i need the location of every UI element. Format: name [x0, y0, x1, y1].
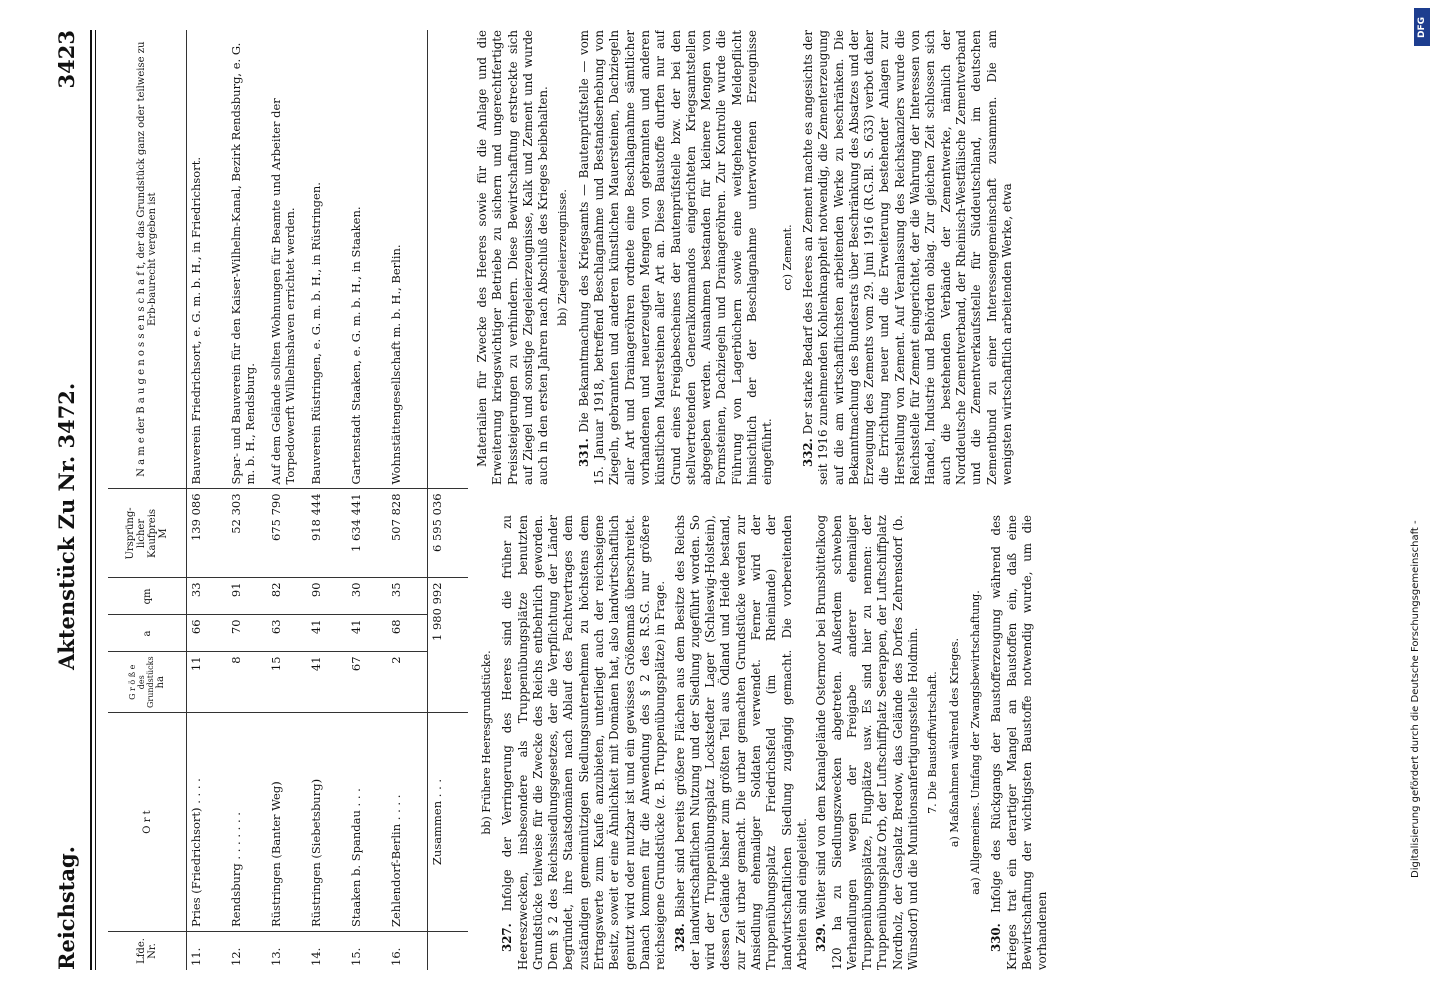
- dfg-logo-text: DFG: [1417, 16, 1427, 38]
- row-qm: 33: [187, 578, 228, 615]
- page-number: 3423: [54, 30, 79, 89]
- row-ort: Staaken b. Spandau . . .: [347, 713, 387, 932]
- row-a: 68: [387, 615, 428, 652]
- table-row: [187, 30, 228, 970]
- paragraph-text: Infolge des Rückgangs der Baustofferzeugung während des Krieges trat ein derartiger Mangel an Baustoffen ein, daß eine Bewirtschaftung der wichtigsten Baustoffe notwendig wurde, um die vorhandenen: [989, 515, 1050, 970]
- paragraph-text: Weiter sind von dem Kanalgelände Ostermoor bei Brunsbüttelkoog 120 ha zu Siedlungszwecken abgetreten. Außerdem schweben Verhandlungen wegen der Freigabe anderer ehemaliger Truppenübungsplätze, Flugplätze usw. Es sind hier zu nennen: der Truppenübungsplatz Orb, der Luftschiffplatz Seerappen, der Luftschiffplatz Nordholz, der Gasplatz Bredow, das Gelände des Dorfes Zehrensdorf (b. Wünsdorf) und die Munitionsanfertigungsstelle Holdmin.: [814, 515, 921, 970]
- row-qm: 82: [267, 578, 307, 615]
- sum-row: [428, 30, 469, 970]
- paragraph-text: Materialien für Zwecke des Heeres sowie für die Anlage und die Erweiterung kriegswichtiger Betriebe zu sichern und ungerechtfertigte Preissteigerungen zu verhindern. Diese Bewirtschaftung erstreckte sich auf Ziegel und sonstige Ziegeleierzeugnisse, Kalk und Zement und wurde auch in den ersten Jahren nach Abschluß des Krieges beibehalten.: [475, 30, 551, 485]
- paragraph: [577, 30, 776, 485]
- col-header-ha: [108, 652, 187, 713]
- row-ha: 8: [227, 652, 267, 713]
- row-kaufpreis: 1 634 441: [347, 489, 387, 578]
- sum-spacer: [428, 932, 469, 971]
- row-ha: 41: [307, 652, 347, 713]
- paragraph-number: 328.: [672, 923, 687, 952]
- section-heading: a) Maßnahmen während des Krieges.: [947, 637, 961, 848]
- row-genossenschaft: Bauverein Rüstringen, e. G. m. b. H., in Rüstringen.: [307, 30, 347, 489]
- paragraph-number: 329.: [814, 923, 829, 952]
- sum-label: Zusammen . . .: [428, 713, 469, 932]
- right-column: [475, 30, 1390, 485]
- left-column: [475, 515, 1390, 970]
- section-heading: bb) Ziegeleierzeugnisse.: [556, 189, 570, 326]
- row-a: 70: [227, 615, 267, 652]
- row-nr: 12.: [229, 947, 243, 966]
- ha-label: ha: [155, 676, 166, 689]
- row-genossenschaft: Wohnstättengesellschaft m. b. H., Berlin.: [387, 30, 428, 489]
- row-genossenschaft: Auf dem Gelände sollten Wohnungen für Beamte und Arbeiter der Torpedowerft Wilhelmshaven errichtet werden.: [267, 30, 307, 489]
- col-header-name: N a m e der B a u g e n o s s e n s c h a f t, der das Grundstück ganz oder teilweise zu Erb-baurecht vergeben ist: [108, 30, 187, 489]
- table-row: [267, 30, 307, 970]
- row-kaufpreis: 675 790: [267, 489, 307, 578]
- row-nr: 16.: [389, 947, 403, 966]
- paragraph-number: 332.: [800, 438, 815, 467]
- row-a: 63: [267, 615, 307, 652]
- paragraph: [989, 515, 1050, 970]
- row-a: 66: [187, 615, 228, 652]
- header-title: Aktenstück Zu Nr. 3472.: [54, 382, 79, 670]
- row-a: 41: [307, 615, 347, 652]
- kaufpreis-label: Ursprüng-licher Kaufpreis: [125, 507, 158, 560]
- row-ha: 15: [267, 652, 307, 713]
- row-genossenschaft: Bauverein Friedrichsort, e. G. m. b. H., in Friedrichsort.: [187, 30, 228, 489]
- kaufpreis-unit: M: [158, 528, 169, 539]
- page-header: [50, 30, 86, 970]
- paragraph: [500, 515, 668, 970]
- row-qm: 91: [227, 578, 267, 615]
- paragraph-number: 327.: [500, 923, 515, 952]
- col-header-lfd: Lfde. Nr.: [108, 932, 187, 971]
- paragraph-number: 330.: [989, 923, 1004, 952]
- row-nr: 13.: [269, 947, 283, 966]
- sum-area: 1 980 992: [428, 578, 469, 713]
- paragraph-text: Der starke Bedarf des Heeres an Zement machte es angesichts der seit 1916 zunehmenden Kohlenknappheit notwendig, die Zementerzeugung auf die am wirtschaftlichsten arbeitenden Werke zu beschränken. Die Bekanntmachung des Bundesrats über Beschränkung des Absatzes und der Erzeugung des Zements vom 29. Juni 1916 (R.G.Bl. S. 633) verbot daher die Errichtung neuer und die Erweiterung bestehender Anlagen zur Herstellung von Zement. Auf Veranlassung des Reichskanzlers wurde die Reichsstelle für Zement eingerichtet, der die Wahrung der Interessen von Handel, Industrie und Behörden oblag. Zur gleichen Zeit schlossen sich auch die bestehenden Verbände der Zementwerke, nämlich der Norddeutsche Zementverband, der Rheinisch-Westfälische Zementverband und die Zementverkaufsstelle für Süddeutschland, im deutschen Zementbund zu einer Interessengemeinschaft zusammen. Die am wenigsten wirtschaftlich arbeitenden Werke, etwa: [800, 30, 1014, 485]
- header-rule-thin: [95, 30, 96, 970]
- row-genossenschaft: Gartenstadt Staaken, e. G. m. b. H., in Staaken.: [347, 30, 387, 489]
- col-header-ort: O r t: [108, 713, 187, 932]
- paragraph: [801, 30, 1015, 485]
- table-row: [307, 30, 347, 970]
- table-body: [187, 30, 469, 970]
- row-a: 41: [347, 615, 387, 652]
- table-row: [387, 30, 428, 970]
- row-kaufpreis: 507 828: [387, 489, 428, 578]
- row-ort: Rüstringen (Banter Weg): [267, 713, 307, 932]
- dfg-logo: [1414, 8, 1430, 46]
- section-heading: bb) Frühere Heeresgrundstücke.: [480, 650, 493, 835]
- paragraph: [673, 515, 811, 970]
- col-header-qm: qm: [108, 578, 187, 615]
- header-rule: [90, 30, 92, 970]
- sum-kaufpreis: 6 595 036: [428, 489, 469, 578]
- paragraph-text: Bisher sind bereits größere Flächen aus dem Besitze des Reichs der landwirtschaftlichen Nutzung und der Siedlung zugeführt worden. So wird der Truppenübungsplatz Lockstedter Lager (Schleswig-Holstein), dessen Gelände bisher zum größten Teil aus Ödland und Heide bestand, zur Zeit urbar gemacht. Die urbar gemachten Grundstücke werden zur Ansiedlung ehemaliger Soldaten verwendet. Ferner wird der Truppenübungsplatz Friedrichsfeld (im Rheinlande) der landwirtschaftlichen Siedlung zugängig gemacht. Die vorbereitenden Arbeiten sind eingeleitet.: [672, 515, 809, 970]
- row-ort: Rüstringen (Siebetsburg): [307, 713, 347, 932]
- paragraph: [814, 515, 921, 970]
- row-genossenschaft: Spar- und Bauverein für den Kaiser-Wilhelm-Kanal, Bezirk Rendsburg, e. G. m. b. H., Rendsburg.: [227, 30, 267, 489]
- col-header-a: a: [108, 615, 187, 652]
- section-heading: 7. Die Baustoffwirtschaft.: [926, 671, 940, 814]
- paragraph-text: Die Bekanntmachung des Kriegsamts — Bautenprüfstelle — vom 15. Januar 1918, betreffend Beschlagnahme und Bestandserhebung von Ziegeln, gebrannten und anderen künstlichen Mauersteinen, Dachziegeln aller Art und Drainageröhren ordnete eine Beschlagnahme sämtlicher vorhandenen und neuerzeugten Mengen von gebrannten und anderen künstlichen Mauersteinen aller Art an. Diese Baustoffe durften nur auf Grund eines Freigabescheines der Bautenprüfstelle bzw. der bei den stellvertretenden Generalkommandos eingerichteten Kriegsamtstellen abgegeben werden. Ausnahmen bestanden für kleinere Mengen von Formsteinen, Dachziegeln und Drainageröhren. Zur Kontrolle wurde die Führung von Lagerbüchern sowie eine weitgehende Meldepflicht hinsichtlich der der Beschlagnahme unterworfenen Erzeugnisse eingeführt.: [576, 30, 775, 485]
- text-columns: [475, 30, 1390, 970]
- section-heading: aa) Allgemeines. Umfang der Zwangsbewirtschaftung.: [968, 590, 982, 895]
- rotated-page-content: [50, 30, 1395, 970]
- paragraph-text: Infolge der Verringerung des Heeres sind die früher zu Heereszwecken, insbesondere als Truppenübungsplätze benutzten Grundstücke teilweise für die Zwecke des Reichs entbehrlich geworden. Dem § 2 des Reichssiedlungsgesetzes, der die Verpflichtung der Länder begründet, ihre Staatsdomänen nach Ablauf des Pachtvertrages dem zuständigen gemeinnützigen Siedlungsunternehmen zu höchstens dem Ertragswerte zum Kaufe anzubieten, unterliegt auch der reichseigene Besitz, soweit er eine Ähnlichkeit mit Domänen hat, also landwirtschaftlich genutzt wird oder nutzbar ist und ein gewisses Größenmaß überschreitet. Danach kommen für die Anwendung des § 2 des R.S.G. nur größere reichseigene Grundstücke (z. B. Truppenübungsplätze) in Frage.: [500, 515, 668, 970]
- land-table: [108, 30, 468, 970]
- row-kaufpreis: 918 444: [307, 489, 347, 578]
- row-ha: 67: [347, 652, 387, 713]
- row-nr: 15.: [349, 947, 363, 966]
- row-kaufpreis: 139 086: [187, 489, 228, 578]
- section-heading: cc) Zement.: [780, 224, 794, 291]
- row-kaufpreis: 52 303: [227, 489, 267, 578]
- paragraph: [475, 30, 551, 485]
- row-ha: 11: [187, 652, 228, 713]
- row-qm: 90: [307, 578, 347, 615]
- paragraph-number: 331.: [576, 438, 591, 467]
- digitization-note-text: Digitalisierung gefördert durch die Deutsche Forschungsgemeinschaft -: [1410, 520, 1421, 878]
- header-left: Reichstag.: [54, 846, 79, 970]
- row-nr: 11.: [189, 947, 203, 966]
- row-ort: Rendsburg . . . . . . .: [227, 713, 267, 932]
- row-ort: Pries (Friedrichsort) . . . .: [187, 713, 228, 932]
- table-row: [347, 30, 387, 970]
- sum-empty: [428, 30, 469, 489]
- col-header-kaufpreis: [108, 489, 187, 578]
- groesse-label: G r ö ß e des Grundstücks: [128, 656, 155, 708]
- row-ha: 2: [387, 652, 428, 713]
- row-qm: 35: [387, 578, 428, 615]
- row-ort: Zehlendorf-Berlin . . . .: [387, 713, 428, 932]
- digitization-note: [1404, 8, 1432, 888]
- table-row: [227, 30, 267, 970]
- row-qm: 30: [347, 578, 387, 615]
- row-nr: 14.: [309, 947, 323, 966]
